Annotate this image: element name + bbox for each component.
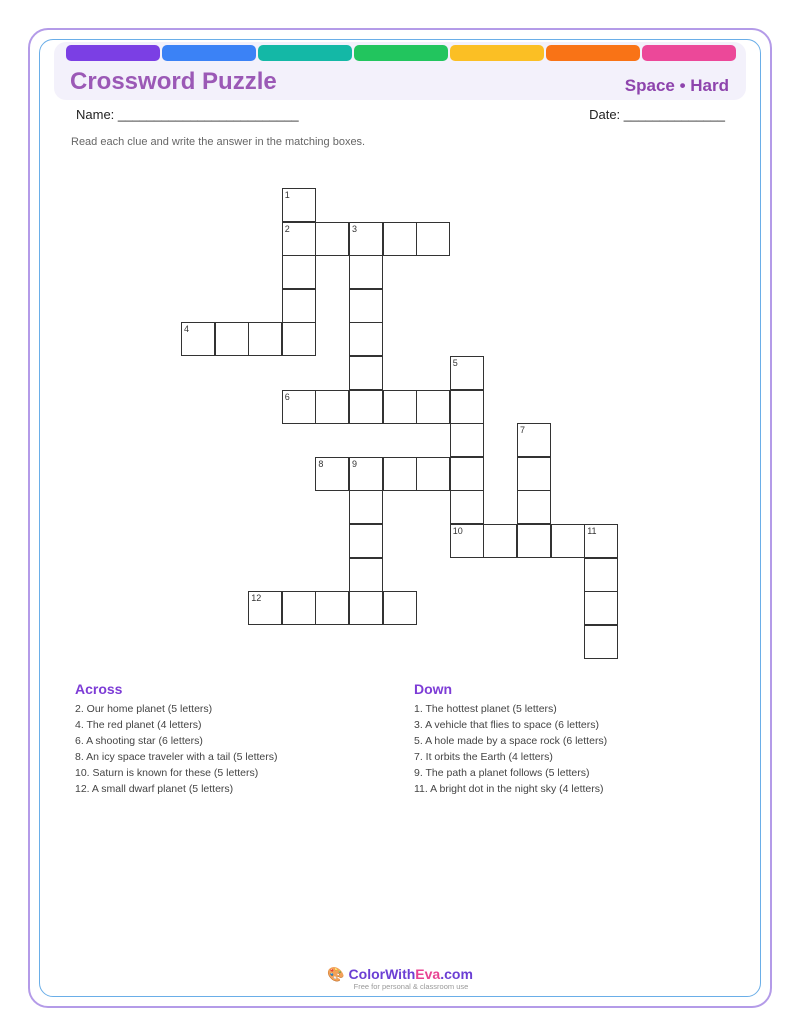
crossword-cell[interactable] xyxy=(315,390,349,424)
crossword-cell[interactable] xyxy=(584,625,618,659)
crossword-cell[interactable] xyxy=(248,322,282,356)
crossword-cell[interactable] xyxy=(517,524,551,558)
crossword-cell[interactable] xyxy=(349,390,383,424)
crossword-cell[interactable] xyxy=(416,390,450,424)
color-bar-segment xyxy=(258,45,352,61)
instructions: Read each clue and write the answer in the matching boxes. xyxy=(71,136,366,148)
crossword-cell[interactable] xyxy=(349,222,383,256)
crossword-cell[interactable] xyxy=(517,457,551,491)
crossword-cell[interactable] xyxy=(282,289,316,323)
crossword-cell[interactable] xyxy=(383,390,417,424)
crossword-cell[interactable] xyxy=(584,524,618,558)
crossword-cell[interactable] xyxy=(349,591,383,625)
name-field[interactable]: Name: _________________________ xyxy=(76,107,299,122)
color-bar-segment xyxy=(354,45,448,61)
cell-number: 11 xyxy=(587,526,597,536)
cell-number: 6 xyxy=(284,391,290,402)
crossword-cell[interactable] xyxy=(584,591,618,625)
footer-brand[interactable] xyxy=(0,966,800,983)
down-clue: 1. The hottest planet (5 letters) xyxy=(414,703,557,715)
crossword-cell[interactable] xyxy=(450,423,484,457)
crossword-cell[interactable] xyxy=(215,322,249,356)
down-clues xyxy=(414,681,607,797)
crossword-cell[interactable] xyxy=(282,322,316,356)
crossword-cell[interactable] xyxy=(517,423,551,457)
crossword-cell[interactable] xyxy=(450,524,484,558)
crossword-cell[interactable] xyxy=(383,457,417,491)
crossword-cell[interactable] xyxy=(282,222,316,256)
cell-number: 3 xyxy=(352,223,358,234)
across-clues xyxy=(75,681,278,797)
crossword-cell[interactable] xyxy=(315,591,349,625)
crossword-cell[interactable] xyxy=(349,322,383,356)
down-heading: Down xyxy=(414,681,453,697)
crossword-cell[interactable] xyxy=(584,558,618,592)
crossword-cell[interactable] xyxy=(517,490,551,524)
cell-number: 8 xyxy=(318,458,324,469)
crossword-cell[interactable] xyxy=(282,255,316,289)
down-clue: 7. It orbits the Earth (4 letters) xyxy=(414,751,553,763)
crossword-cell[interactable] xyxy=(349,289,383,323)
crossword-cell[interactable] xyxy=(450,490,484,524)
across-heading: Across xyxy=(75,681,123,697)
cell-number: 12 xyxy=(251,593,262,604)
across-clue: 8. An icy space traveler with a tail (5 letters) xyxy=(75,751,278,763)
footer-tagline: Free for personal & classroom use xyxy=(353,982,469,991)
color-bar-segment xyxy=(162,45,256,61)
crossword-cell[interactable] xyxy=(416,457,450,491)
crossword-cell[interactable] xyxy=(349,255,383,289)
crossword-cell[interactable] xyxy=(349,524,383,558)
color-bar xyxy=(66,45,736,61)
crossword-cell[interactable] xyxy=(349,490,383,524)
across-clue: 6. A shooting star (6 letters) xyxy=(75,735,203,747)
cell-number: 2 xyxy=(284,223,290,234)
palette-icon: 🎨 xyxy=(327,966,345,982)
crossword-cell[interactable] xyxy=(181,322,215,356)
crossword-cell[interactable] xyxy=(349,356,383,390)
date-field[interactable]: Date: ______________ xyxy=(589,107,725,122)
crossword-cell[interactable] xyxy=(282,591,316,625)
brand-com: .com xyxy=(440,966,473,982)
crossword-cell[interactable] xyxy=(282,188,316,222)
cell-number: 1 xyxy=(284,190,290,200)
crossword-cell[interactable] xyxy=(483,524,517,558)
cell-number: 4 xyxy=(184,324,190,335)
crossword-cell[interactable] xyxy=(416,222,450,256)
footer xyxy=(0,966,800,991)
color-bar-segment xyxy=(642,45,736,61)
cell-number: 5 xyxy=(452,358,458,368)
brand-with: With xyxy=(385,966,416,982)
color-bar-segment xyxy=(66,45,160,61)
brand-color: Color xyxy=(348,966,386,982)
cell-number: 9 xyxy=(352,458,358,469)
crossword-cell[interactable] xyxy=(551,524,585,558)
crossword-cell[interactable] xyxy=(282,390,316,424)
crossword-cell[interactable] xyxy=(248,591,282,625)
color-bar-segment xyxy=(546,45,640,61)
crossword-cell[interactable] xyxy=(450,457,484,491)
down-clue: 9. The path a planet follows (5 letters) xyxy=(414,767,590,779)
crossword-cell[interactable] xyxy=(383,222,417,256)
across-clue: 2. Our home planet (5 letters) xyxy=(75,703,213,715)
down-clue: 3. A vehicle that flies to space (6 letters) xyxy=(414,719,600,731)
difficulty-label: Space • Hard xyxy=(624,76,729,95)
crossword-cell[interactable] xyxy=(383,591,417,625)
brand-eva: Eva xyxy=(415,966,441,982)
across-clue: 10. Saturn is known for these (5 letters) xyxy=(75,767,259,779)
crossword-cell[interactable] xyxy=(349,457,383,491)
across-clue: 4. The red planet (4 letters) xyxy=(75,719,202,731)
inner-frame xyxy=(39,39,761,997)
crossword-cell[interactable] xyxy=(315,222,349,256)
crossword-cell[interactable] xyxy=(450,356,484,390)
crossword-cell[interactable] xyxy=(315,457,349,491)
cell-number: 7 xyxy=(520,425,526,436)
page-title: Crossword Puzzle xyxy=(70,68,277,95)
down-clue: 5. A hole made by a space rock (6 letters) xyxy=(414,735,608,747)
crossword-cell[interactable] xyxy=(450,390,484,424)
cell-number: 10 xyxy=(452,526,463,536)
color-bar-segment xyxy=(450,45,544,61)
down-clue: 11. A bright dot in the night sky (4 letters) xyxy=(414,783,604,795)
crossword-cell[interactable] xyxy=(349,558,383,592)
across-clue: 12. A small dwarf planet (5 letters) xyxy=(75,783,234,795)
